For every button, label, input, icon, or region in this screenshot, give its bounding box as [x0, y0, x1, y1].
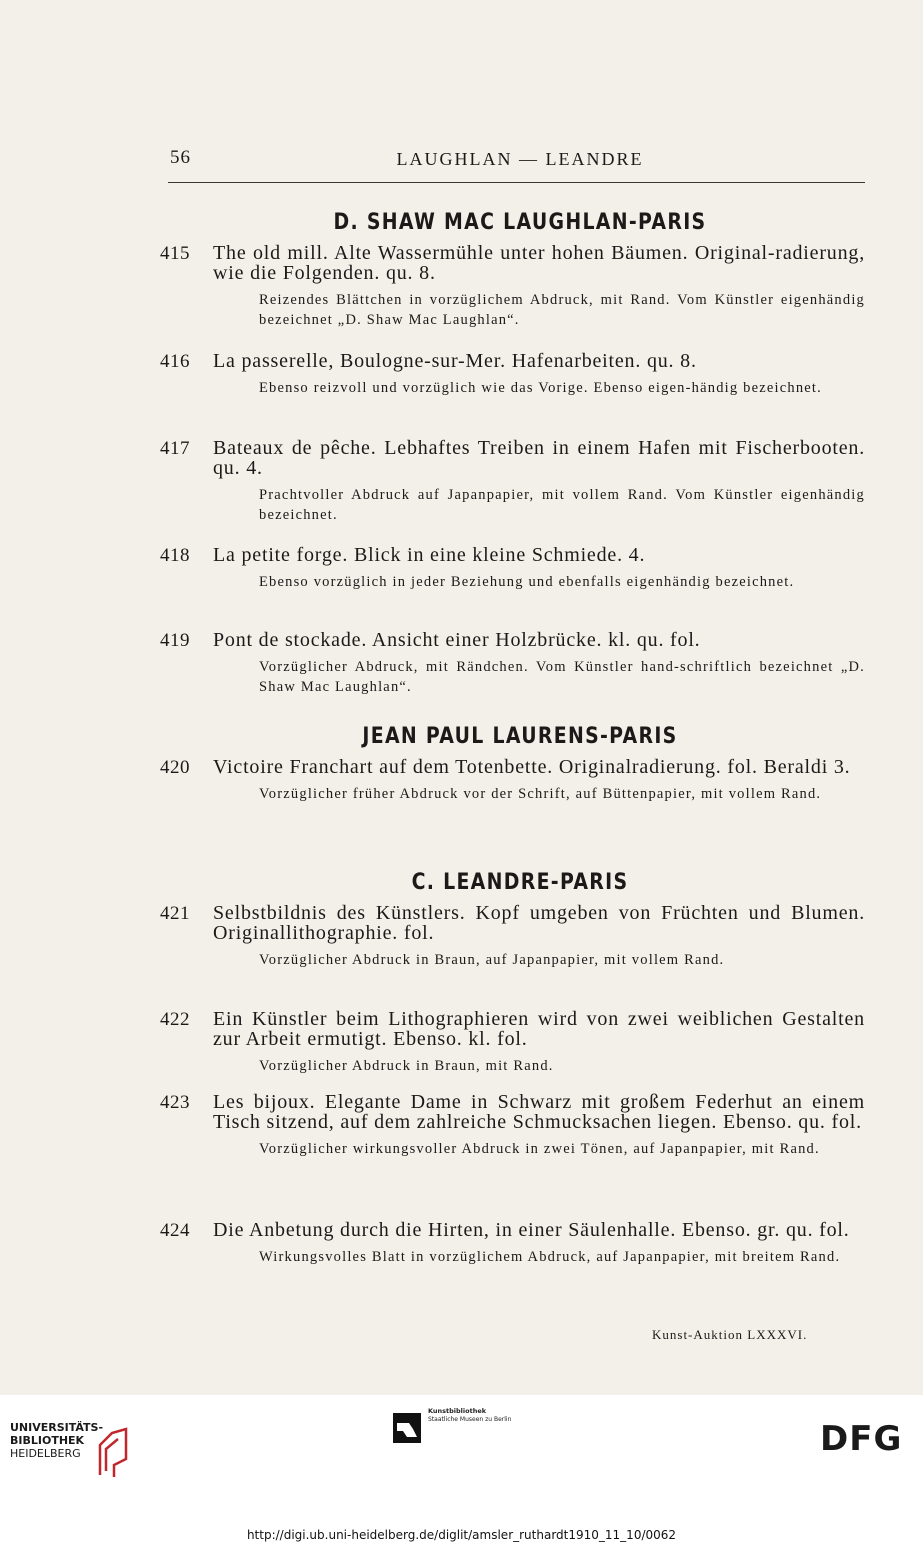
- entry-note: Vorzüglicher früher Abdruck vor der Schrift, auf Büttenpapier, mit vollem Rand.: [259, 786, 822, 802]
- catalog-entry-415: [160, 243, 865, 330]
- entry-note: Wirkungsvolles Blatt in vorzüglichem Abdruck, auf Japanpapier, mit breitem Rand.: [259, 1249, 841, 1265]
- kunstbibliothek-logo[interactable]: [393, 1407, 543, 1457]
- kb-line-2: Staatliche Museen zu Berlin: [428, 1416, 512, 1423]
- entry-title: Victoire Franchart auf dem Totenbette. Originalradierung. fol. Beraldi 3.: [213, 756, 851, 778]
- entry-title: Ein Künstler beim Lithographieren wird von zwei weiblichen Gestalten zur Arbeit ermutigt. Ebenso. kl. fol.: [213, 1008, 865, 1050]
- section-heading-laurens: JEAN PAUL LAURENS-PARIS: [362, 724, 678, 749]
- uni-line-2: BIBLIOTHEK: [10, 1434, 85, 1447]
- catalog-entry-420: [160, 757, 865, 804]
- entry-title: Les bijoux. Elegante Dame in Schwarz mit großem Federhut an einem Tisch sitzend, auf dem zahlreiche Schmucksachen liegen. Ebenso. qu. fol.: [213, 1091, 865, 1133]
- entry-number: 421: [160, 903, 190, 924]
- entry-title: La passerelle, Boulogne-sur-Mer. Hafenarbeiten. qu. 8.: [213, 350, 697, 372]
- uni-line-3: HEIDELBERG: [10, 1447, 81, 1460]
- kunstbibliothek-emblem-icon: [393, 1413, 421, 1443]
- entry-title: Die Anbetung durch die Hirten, in einer Säulenhalle. Ebenso. gr. qu. fol.: [213, 1219, 850, 1241]
- section-heading-mac-laughlan: D. SHAW MAC LAUGHLAN-PARIS: [333, 210, 707, 235]
- entry-number: 419: [160, 630, 190, 651]
- permalink-url[interactable]: http://digi.ub.uni-heidelberg.de/diglit/amsler_ruthardt1910_11_10/0062: [246, 1528, 677, 1542]
- kb-line-1: Kunstbibliothek: [428, 1407, 487, 1415]
- catalog-entry-418: [160, 545, 865, 592]
- entry-note: Prachtvoller Abdruck auf Japanpapier, mit vollem Rand. Vom Künstler eigenhändig bezeichnet.: [259, 487, 865, 523]
- entry-note: Vorzüglicher Abdruck in Braun, mit Rand.: [259, 1058, 554, 1074]
- catalog-entry-417: [160, 438, 865, 525]
- entry-note: Ebenso reizvoll und vorzüglich wie das Vorige. Ebenso eigen-händig bezeichnet.: [259, 380, 822, 396]
- section-heading-leandre: C. LEANDRE-PARIS: [411, 870, 629, 895]
- digitization-footer: [0, 1395, 923, 1544]
- kunstbibliothek-wordmark: [428, 1407, 511, 1424]
- library-emblem-icon: [96, 1425, 130, 1481]
- running-title: LAUGHLAN — LEANDRE: [396, 149, 644, 169]
- catalog-entry-423: [160, 1092, 865, 1159]
- dfg-logo[interactable]: DFG: [820, 1419, 903, 1459]
- entry-number: 422: [160, 1009, 190, 1030]
- catalog-entry-421: [160, 903, 865, 970]
- uni-line-1: UNIVERSITÄTS-: [10, 1421, 104, 1434]
- entry-note: Vorzüglicher Abdruck in Braun, auf Japanpapier, mit vollem Rand.: [259, 952, 725, 968]
- catalog-entry-419: [160, 630, 865, 697]
- entry-title: Bateaux de pêche. Lebhaftes Treiben in einem Hafen mit Fischerbooten. qu. 4.: [213, 437, 865, 479]
- entry-title: La petite forge. Blick in eine kleine Schmiede. 4.: [213, 544, 646, 566]
- entry-note: Vorzüglicher wirkungsvoller Abdruck in zwei Tönen, auf Japanpapier, mit Rand.: [259, 1141, 820, 1157]
- entry-note: Reizendes Blättchen in vorzüglichem Abdruck, mit Rand. Vom Künstler eigenhändig bezeichnet „D. Shaw Mac Laughlan“.: [259, 292, 865, 328]
- entry-number: 420: [160, 757, 190, 778]
- entry-number: 418: [160, 545, 190, 566]
- entry-number: 416: [160, 351, 190, 372]
- catalog-entry-424: [160, 1220, 865, 1267]
- entry-note: Vorzüglicher Abdruck, mit Rändchen. Vom Künstler hand-schriftlich bezeichnet „D. Shaw Mac Laughlan“.: [259, 659, 865, 695]
- entry-number: 424: [160, 1220, 190, 1241]
- entry-note: Ebenso vorzüglich in jeder Beziehung und ebenfalls eigenhändig bezeichnet.: [259, 574, 795, 590]
- page-number: 56: [170, 147, 191, 168]
- entry-title: Pont de stockade. Ansicht einer Holzbrücke. kl. qu. fol.: [213, 629, 701, 651]
- catalog-reference: Kunst-Auktion LXXXVI.: [652, 1327, 808, 1342]
- catalog-entry-422: [160, 1009, 865, 1076]
- entry-title: The old mill. Alte Wassermühle unter hohen Bäumen. Original-radierung, wie die Folgenden. qu. 8.: [213, 242, 865, 284]
- heidelberg-university-library-logo[interactable]: [10, 1421, 140, 1481]
- entry-number: 423: [160, 1092, 190, 1113]
- entry-number: 417: [160, 438, 190, 459]
- header-rule: [168, 182, 865, 183]
- entry-title: Selbstbildnis des Künstlers. Kopf umgeben von Früchten und Blumen. Originallithographie. fol.: [213, 902, 865, 944]
- catalog-entry-416: [160, 351, 865, 398]
- entry-number: 415: [160, 243, 190, 264]
